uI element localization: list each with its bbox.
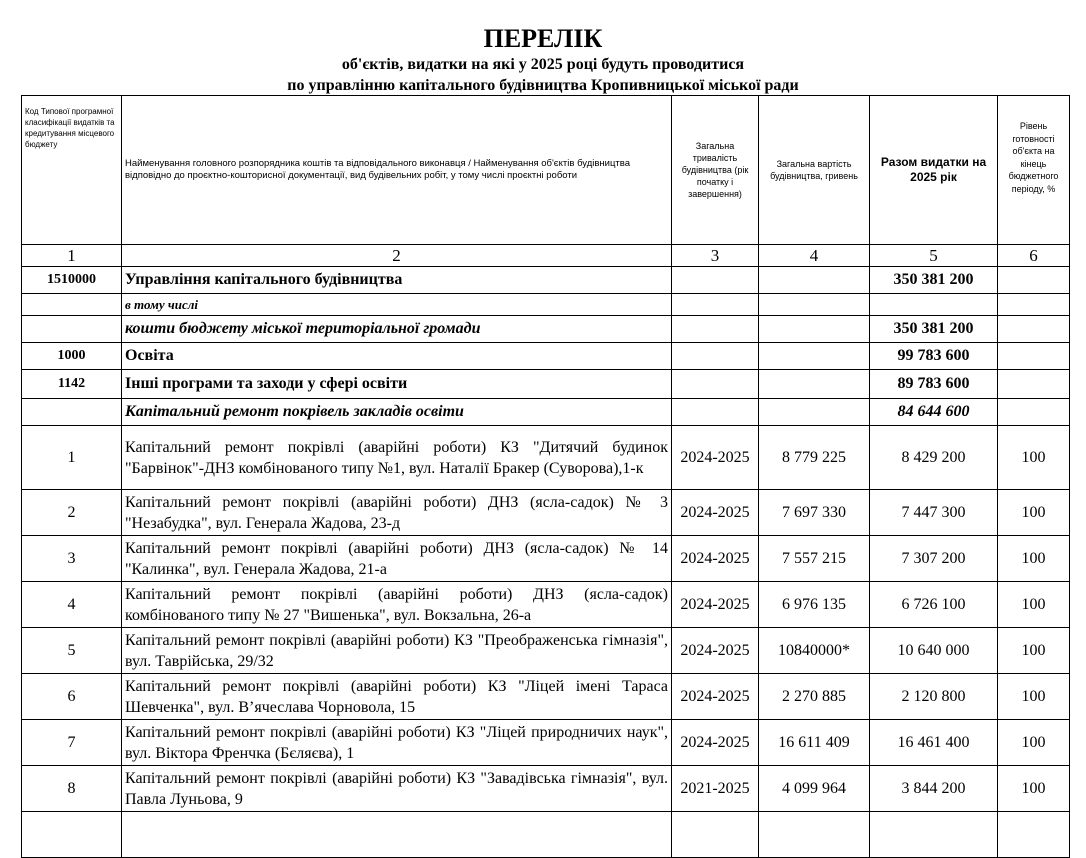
- row-total: 99 783 600: [870, 343, 998, 370]
- object-total: 6 726 100: [870, 582, 998, 628]
- object-total: 2 120 800: [870, 674, 998, 720]
- object-period: 2024-2025: [672, 536, 759, 582]
- object-total: 7 307 200: [870, 536, 998, 582]
- summary-row: [22, 316, 1070, 343]
- row-code: 1000: [22, 343, 122, 370]
- empty-cell: [672, 294, 759, 316]
- empty-cell: [672, 370, 759, 399]
- object-readiness: 100: [998, 536, 1070, 582]
- object-period: 2024-2025: [672, 628, 759, 674]
- empty-cell: [672, 267, 759, 294]
- row-name: Управління капітального будівництва: [122, 267, 672, 294]
- row-number: 3: [22, 536, 122, 582]
- header-code: Код Типової програмної класифікації видатків та кредитування місцевого бюджету: [22, 96, 122, 245]
- row-total: 89 783 600: [870, 370, 998, 399]
- object-readiness: 100: [998, 720, 1070, 766]
- empty-cell: [998, 812, 1070, 858]
- object-name: Капітальний ремонт покрівлі (аварійні роботи) КЗ "Ліцей природничих наук", вул. Віктора Френчка (Бєляєва), 1: [122, 720, 672, 766]
- empty-cell: [122, 812, 672, 858]
- empty-cell: [998, 399, 1070, 426]
- empty-cell: [759, 316, 870, 343]
- summary-row: [22, 343, 1070, 370]
- column-number: 1: [22, 245, 122, 267]
- object-cost: 8 779 225: [759, 426, 870, 490]
- object-readiness: 100: [998, 582, 1070, 628]
- row-total: 350 381 200: [870, 316, 998, 343]
- summary-row: [22, 267, 1070, 294]
- empty-cell: [759, 267, 870, 294]
- object-name: Капітальний ремонт покрівлі (аварійні роботи) ДНЗ (ясла-садок) № 14 "Калинка", вул. Генерала Жадова, 21-а: [122, 536, 672, 582]
- row-total: 350 381 200: [870, 267, 998, 294]
- row-code: 1142: [22, 370, 122, 399]
- empty-cell: [998, 294, 1070, 316]
- object-total: 10 640 000: [870, 628, 998, 674]
- object-cost: 2 270 885: [759, 674, 870, 720]
- object-period: 2024-2025: [672, 490, 759, 536]
- object-name: Капітальний ремонт покрівлі (аварійні роботи) КЗ "Завадівська гімназія", вул. Павла Луньова, 9: [122, 766, 672, 812]
- empty-cell: [998, 316, 1070, 343]
- empty-cell: [998, 267, 1070, 294]
- empty-cell: [759, 812, 870, 858]
- row-number: 7: [22, 720, 122, 766]
- object-readiness: 100: [998, 490, 1070, 536]
- empty-cell: [672, 399, 759, 426]
- header-total-cost: Загальна вартість будівництва, гривень: [759, 96, 870, 245]
- table-row: [22, 426, 1070, 490]
- row-number: 4: [22, 582, 122, 628]
- row-code: 1510000: [22, 267, 122, 294]
- summary-row: [22, 370, 1070, 399]
- object-cost: 6 976 135: [759, 582, 870, 628]
- empty-cell: [870, 812, 998, 858]
- row-name: Інші програми та заходи у сфері освіти: [122, 370, 672, 399]
- object-period: 2024-2025: [672, 674, 759, 720]
- table-row: [22, 674, 1070, 720]
- empty-cell: [22, 294, 122, 316]
- empty-cell: [759, 294, 870, 316]
- row-name: в тому числі: [122, 294, 672, 316]
- empty-cell: [759, 343, 870, 370]
- object-period: 2021-2025: [672, 766, 759, 812]
- table-row: [22, 628, 1070, 674]
- summary-row: [22, 294, 1070, 316]
- empty-cell: [672, 343, 759, 370]
- object-readiness: 100: [998, 674, 1070, 720]
- row-number: 8: [22, 766, 122, 812]
- object-total: 7 447 300: [870, 490, 998, 536]
- row-number: 1: [22, 426, 122, 490]
- row-number: 6: [22, 674, 122, 720]
- header-readiness: Рівень готовності об'єкта на кінець бюджетного періоду, %: [998, 96, 1070, 245]
- object-cost: 7 697 330: [759, 490, 870, 536]
- row-name: Капітальний ремонт покрівель закладів освіти: [122, 399, 672, 426]
- column-number: 3: [672, 245, 759, 267]
- empty-cell: [998, 343, 1070, 370]
- object-total: 8 429 200: [870, 426, 998, 490]
- table-row: [22, 720, 1070, 766]
- object-cost: 7 557 215: [759, 536, 870, 582]
- row-total: 84 644 600: [870, 399, 998, 426]
- column-number: 6: [998, 245, 1070, 267]
- row-name: Освіта: [122, 343, 672, 370]
- summary-row: [22, 399, 1070, 426]
- empty-cell: [22, 399, 122, 426]
- object-name: Капітальний ремонт покрівлі (аварійні роботи) КЗ "Ліцей імені Тараса Шевченка", вул. В’ячеслава Чорновола, 15: [122, 674, 672, 720]
- object-name: Капітальний ремонт покрівлі (аварійні роботи) КЗ "Преображенська гімназія", вул. Таврійська, 29/32: [122, 628, 672, 674]
- table-row: [22, 536, 1070, 582]
- object-readiness: 100: [998, 628, 1070, 674]
- column-number: 4: [759, 245, 870, 267]
- header-duration: Загальна тривалість будівництва (рік початку і завершення): [672, 96, 759, 245]
- object-period: 2024-2025: [672, 582, 759, 628]
- object-name: Капітальний ремонт покрівлі (аварійні роботи) ДНЗ (ясла-садок) № 3 "Незабудка", вул. Генерала Жадова, 23-д: [122, 490, 672, 536]
- table-row: [22, 490, 1070, 536]
- object-name: Капітальний ремонт покрівлі (аварійні роботи) ДНЗ (ясла-садок) комбінованого типу № 27 "Вишенька", вул. Вокзальна, 26-а: [122, 582, 672, 628]
- empty-cell: [672, 812, 759, 858]
- row-number: 5: [22, 628, 122, 674]
- object-name: Капітальний ремонт покрівлі (аварійні роботи) КЗ "Дитячий будинок "Барвінок"-ДНЗ комбінованого типу №1, вул. Наталії Бракер (Суворова),1-к: [122, 426, 672, 490]
- column-number-row: [22, 245, 1070, 267]
- table-row-cut-off: [22, 812, 1070, 858]
- object-readiness: 100: [998, 426, 1070, 490]
- empty-cell: [759, 399, 870, 426]
- row-name: кошти бюджету міської територіальної громади: [122, 316, 672, 343]
- empty-cell: [759, 370, 870, 399]
- document-subtitle-line2: по управлінню капітального будівництва Кропивницької міської ради: [287, 77, 799, 94]
- empty-cell: [22, 812, 122, 858]
- object-cost: 10840000*: [759, 628, 870, 674]
- table-row: [22, 582, 1070, 628]
- document-title: ПЕРЕЛІК: [483, 24, 603, 53]
- empty-cell: [998, 370, 1070, 399]
- object-cost: 16 611 409: [759, 720, 870, 766]
- header-expenses-2025: Разом видатки на 2025 рік: [870, 96, 998, 245]
- empty-cell: [672, 316, 759, 343]
- object-period: 2024-2025: [672, 720, 759, 766]
- objects-table: [21, 95, 1070, 858]
- object-total: 3 844 200: [870, 766, 998, 812]
- object-cost: 4 099 964: [759, 766, 870, 812]
- row-number: 2: [22, 490, 122, 536]
- column-number: 5: [870, 245, 998, 267]
- document-subtitle-line1: об'єктів, видатки на які у 2025 році будуть проводитися: [341, 56, 745, 73]
- empty-cell: [870, 294, 998, 316]
- object-readiness: 100: [998, 766, 1070, 812]
- empty-cell: [22, 316, 122, 343]
- header-name: Найменування головного розпорядника коштів та відповідального виконавця / Найменування об'єктів будівництва відповідно до проєктно-кошторисної документації, вид будівельних робіт, у тому числі проєктні роботи: [122, 96, 672, 245]
- object-period: 2024-2025: [672, 426, 759, 490]
- object-total: 16 461 400: [870, 720, 998, 766]
- table-header-row: [22, 96, 1070, 245]
- column-number: 2: [122, 245, 672, 267]
